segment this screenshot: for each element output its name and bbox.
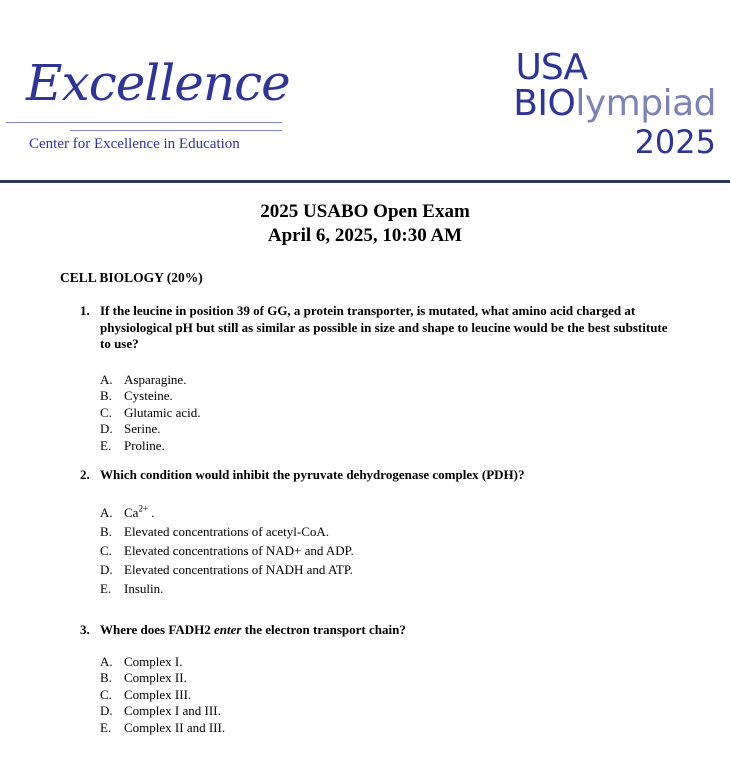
option-text: Insulin. — [124, 580, 164, 596]
question-number: 3. — [80, 622, 90, 637]
option-c — [80, 541, 670, 560]
option-a — [80, 503, 670, 522]
question-1 — [80, 303, 670, 454]
option-e — [80, 579, 670, 598]
option-letter: E. — [100, 719, 112, 735]
option-text: Elevated concentrations of NAD+ and ADP. — [124, 542, 354, 558]
question-stem — [80, 467, 670, 484]
option-a — [80, 372, 670, 389]
option-letter: A. — [100, 371, 113, 387]
option-text: Asparagine. — [124, 371, 187, 387]
exam-title — [0, 200, 730, 248]
option-letter: C. — [100, 686, 112, 702]
question-text: If the leucine in position 39 of GG, a protein transporter, is mutated, what amino acid charged at physiological pH but still as similar as possible in size and shape to leucine would be the best substitute to use? — [100, 303, 668, 351]
option-letter: C. — [100, 542, 112, 558]
option-c — [80, 405, 670, 422]
cee-logo — [0, 0, 300, 170]
answer-options — [80, 372, 670, 455]
option-text: Elevated concentrations of acetyl-CoA. — [124, 523, 330, 539]
option-text: Complex I. — [124, 653, 183, 669]
org-name: Center for Excellence in Education — [29, 136, 240, 152]
question-stem — [80, 303, 670, 353]
option-text: Complex II. — [124, 670, 187, 685]
exam-title-line1: 2025 USABO Open Exam — [260, 201, 470, 222]
option-text: Proline. — [124, 437, 165, 453]
option-suffix: . — [148, 504, 155, 520]
option-a — [80, 654, 670, 671]
option-b — [80, 388, 670, 405]
question-text: Which condition would inhibit the pyruvate dehydrogenase complex (PDH)? — [100, 467, 525, 482]
logo-rule — [6, 122, 282, 123]
option-letter: B. — [100, 388, 112, 403]
answer-options — [80, 654, 670, 737]
option-text: Serine. — [124, 421, 161, 436]
question-text-end: the electron transport chain? — [241, 622, 406, 637]
option-letter: B. — [100, 523, 112, 539]
option-e — [80, 438, 670, 455]
option-text: Complex II and III. — [124, 719, 226, 735]
option-letter: D. — [100, 561, 113, 577]
header-divider — [0, 180, 730, 183]
question-2 — [80, 467, 670, 598]
question-stem — [80, 622, 670, 639]
usabo-logo — [490, 0, 730, 170]
option-b — [80, 522, 670, 541]
question-number: 2. — [80, 467, 90, 482]
option-text: Glutamic acid. — [124, 404, 201, 420]
logo-biolympiad — [513, 83, 716, 124]
logo-year: 2025 — [634, 123, 716, 161]
option-d — [80, 560, 670, 579]
section-heading: CELL BIOLOGY (20%) — [60, 270, 203, 285]
question-3 — [80, 622, 670, 736]
option-text: Cysteine. — [124, 388, 173, 403]
option-letter: E. — [100, 437, 112, 453]
exam-date-line: April 6, 2025, 10:30 AM — [267, 225, 463, 246]
option-text — [124, 503, 670, 522]
logo-rule — [70, 130, 282, 131]
logo-usa: USA — [515, 47, 587, 88]
ion-symbol: Ca — [124, 504, 139, 520]
question-number: 1. — [80, 303, 90, 318]
option-letter: E. — [100, 580, 112, 596]
question-emphasis: enter — [213, 622, 242, 637]
option-b — [80, 670, 670, 687]
option-e — [80, 720, 670, 737]
answer-options — [80, 503, 670, 598]
option-letter: A. — [100, 653, 113, 669]
option-c — [80, 687, 670, 704]
question-text — [100, 622, 670, 639]
logo-lympiad: lympiad — [575, 83, 716, 124]
option-text: Complex I and III. — [124, 703, 221, 718]
logo-bio: BIO — [513, 83, 576, 124]
option-letter: B. — [100, 670, 112, 685]
ion-charge: 2+ — [138, 503, 149, 514]
option-text: Elevated concentrations of NADH and ATP. — [124, 561, 353, 577]
excellence-script-wordmark: Excellence — [26, 54, 290, 112]
option-text: Complex III. — [124, 686, 192, 702]
option-letter: D. — [100, 421, 113, 436]
option-letter: A. — [100, 504, 113, 520]
option-letter: D. — [100, 703, 113, 718]
option-d — [80, 421, 670, 438]
question-text-start: Where does FADH2 — [100, 622, 214, 637]
option-letter: C. — [100, 404, 112, 420]
option-d — [80, 703, 670, 720]
